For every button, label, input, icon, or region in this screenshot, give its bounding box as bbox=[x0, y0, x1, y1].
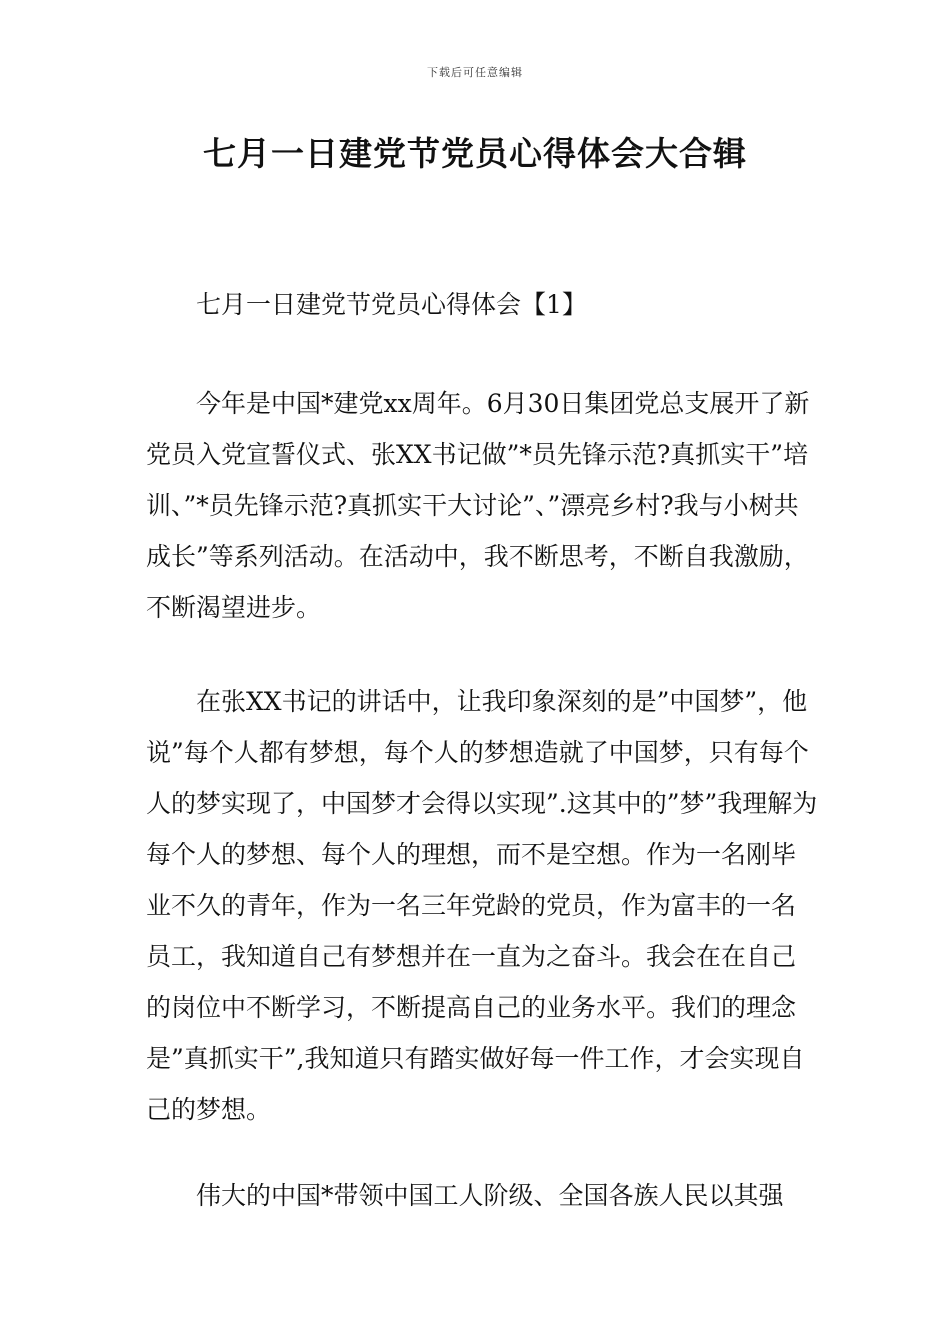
document-title: 七月一日建党节党员心得体会大合辑 bbox=[203, 134, 747, 173]
paragraph-2: 在张XX书记的讲话中，让我印象深刻的是”中国梦”，他说”每个人都有梦想，每个人的梦想造就了中国梦，只有每个人的梦实现了，中国梦才会得以实现”.这其中的”梦”我理解为每个人的梦想、每个人的理想，而不是空想。作为一名刚毕业不久的青年，作为一名三年党龄的党员，作为富丰的一名员工，我知道自己有梦想并在一直为之奋斗。我会在在自己的岗位中不断学习，不断提高自己的业务水平。我们的理念是”真抓实干”,我知道只有踏实做好每一件工作，才会实现自己的梦想。 bbox=[146, 687, 818, 1124]
section-heading: 七月一日建党节党员心得体会【1】 bbox=[196, 290, 587, 319]
header-note: 下载后可任意编辑 bbox=[427, 66, 523, 79]
paragraph-1: 今年是中国*建党xx周年。6月30日集团党总支展开了新党员入党宣誓仪式、张XX书记做”*员先锋示范?真抓实干”培训、”*员先锋示范?真抓实干大讨论”、”漂亮乡村?我与小树共成长”等系列活动。在活动中，我不断思考，不断自我激励，不断渴望进步。 bbox=[146, 389, 810, 622]
paragraph-3: 伟大的中国*带领中国工人阶级、全国各族人民以其强 bbox=[196, 1181, 784, 1210]
